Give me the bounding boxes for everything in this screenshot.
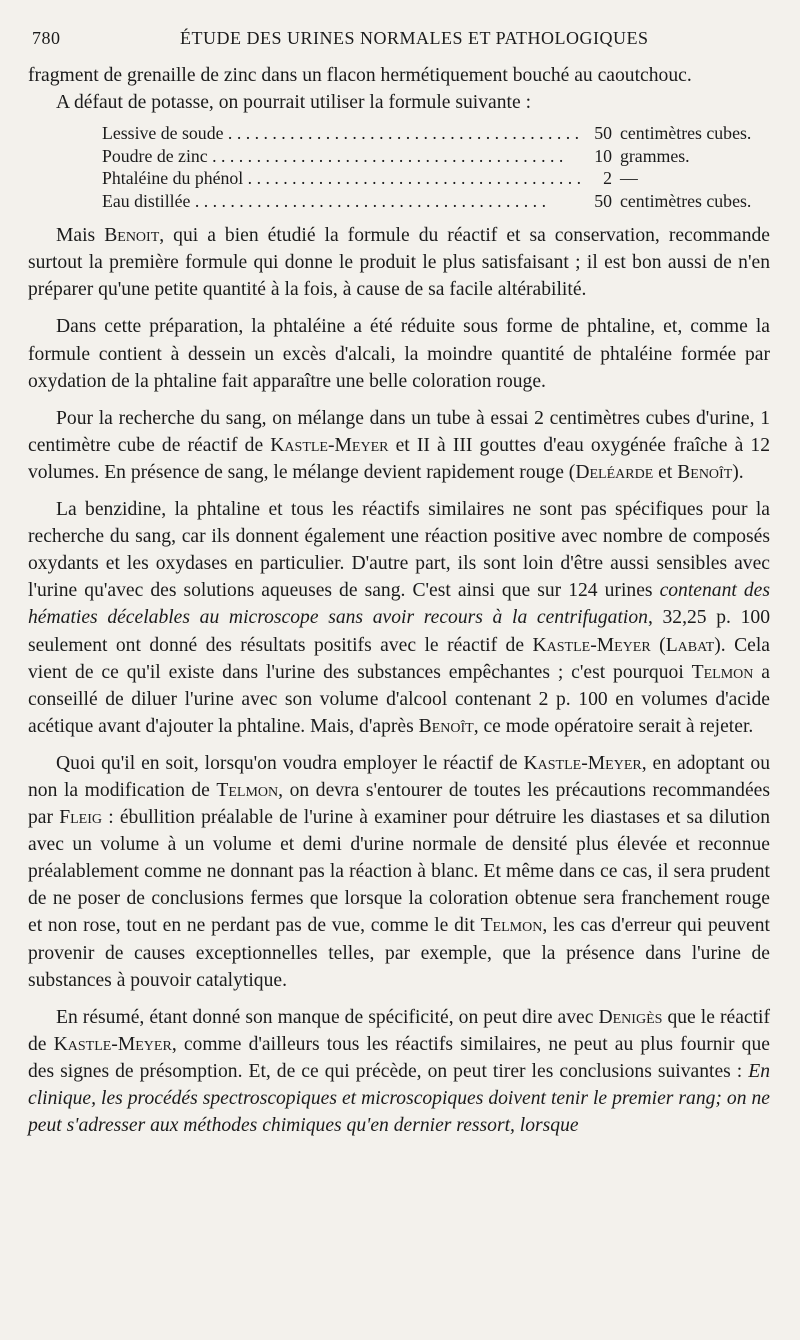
ingredient-quantity: 50 <box>594 190 612 211</box>
paragraph-6: La benzidine, la phtaline et tous les réactifs similaires ne sont pas spécifiques pour la recherche du sang, car ils donnent également une réaction positive avec nombre de composés oxydants et les oxydases en particulier. D'autre part, ils sont loin d'être aussi sensibles avec l'urine qu'avec des solutions aqueuses de sang. C'est ainsi que sur 124 urines contenant des hématies décelables au microscope sans avoir recours à la centrifugation, 32,25 p. 100 seulement ont donné des résultats positifs avec le réactif de Kastle-Meyer (Labat). Cela vient de ce qu'il existe dans l'urine des substances empêchantes ; c'est pourquoi Telmon a conseillé de diluer l'urine avec son volume d'alcool contenant 2 p. 100 en volumes d'acide acétique avant d'ajouter la phtaline. Mais, d'après Benoît, ce mode opératoire serait à rejeter. <box>28 499 771 737</box>
recipe-row <box>102 145 770 168</box>
author-name: Telmon <box>691 661 754 683</box>
recipe-row <box>102 122 770 145</box>
reagent-name: Kastle-Meyer <box>532 634 651 656</box>
recipe-row <box>102 167 770 190</box>
paragraph-8: En résumé, étant donné son manque de spécificité, on peut dire avec Denigès que le réactif de Kastle-Meyer, comme d'ailleurs tous les réactifs similaires, ne peut au plus fournir que des signes de présomption. Et, de ce qui précède, on peut tirer les conclusions suivantes : En clinique, les procédés spectroscopiques et microscopiques doivent tenir le premier rang; on ne peut s'adresser aux méthodes chimiques qu'en dernier ressort, lorsque <box>28 1006 770 1137</box>
body-text <box>28 62 770 1139</box>
ingredient-quantity: 10 <box>594 145 612 166</box>
author-name: Deléarde <box>575 461 654 483</box>
paragraph-4: Dans cette préparation, la phtaléine a été réduite sous forme de phtaline, et, comme la formule contient à dessein un excès d'alcali, la moindre quantité de phtaléine formée par oxydation de la phtaline fait apparaître une belle coloration rouge. <box>28 316 770 392</box>
ingredient-name: Poudre de zinc . . . <box>102 145 582 168</box>
paragraph-2: A défaut de potasse, on pourrait utiliser la formule suivante : <box>56 92 532 114</box>
paragraph-5: Pour la recherche du sang, on mélange dans un tube à essai 2 centimètres cubes d'urine, 1 centimètre cube de réactif de Kastle-Meyer et II à III gouttes d'eau oxygénée fraîche à 12 volumes. En présence de sang, le mélange devient rapidement rouge (Deléarde et Benoît). <box>28 407 770 483</box>
ingredient-name: Lessive de soude . . . <box>102 122 582 145</box>
author-name: Benoît <box>418 715 474 737</box>
ingredient-name: Phtaléine du phénol . . . <box>102 167 582 190</box>
author-name: Labat <box>665 634 715 656</box>
ingredient-unit: centimètres cubes. <box>620 123 752 144</box>
running-title: ÉTUDE DES URINES NORMALES ET PATHOLOGIQUES <box>180 28 649 48</box>
ingredient-quantity: 50 <box>594 123 612 144</box>
paragraph-7: Quoi qu'il en soit, lorsqu'on voudra employer le réactif de Kastle-Meyer, en adoptant ou non la modification de Telmon, on devra s'entourer de toutes les précautions recommandées par Fleig : ébullition préalable de l'urine à examiner pour détruire les diastases et sa dilution avec un volume à un volume et demi d'urine normale de densité plus élevée et reconnue préalablement comme ne donnant pas la réaction à blanc. Et même dans ce cas, il sera prudent de ne poser de conclusions fermes que lorsque la coloration obtenue sera franchement rouge et non rose, tout en ne perdant pas de vue, comme le dit Telmon, les cas d'erreur qui peuvent provenir de causes exceptionnelles telles, par exemple, que la présence dans l'urine de substances à pouvoir catalytique. <box>28 752 771 991</box>
recipe-list <box>28 122 770 212</box>
reagent-name: Kastle-Meyer <box>523 752 642 774</box>
reagent-name: Kastle-Meyer <box>270 434 389 456</box>
author-name: Fleig <box>59 807 102 829</box>
author-name: Benoit <box>104 225 160 247</box>
author-name: Denigès <box>598 1006 663 1028</box>
running-header <box>30 28 770 54</box>
paragraph-1: fragment de grenaille de zinc dans un flacon hermétiquement bouché au caoutchouc. <box>28 65 692 86</box>
ingredient-quantity: 2 <box>603 168 612 189</box>
page-number: 780 <box>32 28 61 48</box>
paragraph-3: Mais Benoit, qui a bien étudié la formule du réactif et sa conservation, recommande surtout la première formule qui donne le produit le plus satisfaisant ; il est bon aussi de n'en préparer qu'une petite quantité à la fois, à cause de sa facile altérabilité. <box>28 225 770 301</box>
italic-phrase: contenant des hématies décelables au microscope sans avoir recours à la centrifugation <box>28 580 770 629</box>
ingredient-unit: — <box>620 168 638 189</box>
recipe-row <box>102 190 770 213</box>
italic-conclusion: En clinique, les procédés spectroscopiques et microscopiques doivent tenir le premier rang; on ne peut s'adresser aux méthodes chimiques qu'en dernier ressort, lorsque <box>28 1060 770 1137</box>
ingredient-unit: centimètres cubes. <box>620 190 752 211</box>
ingredient-unit: grammes. <box>620 145 690 166</box>
reagent-name: Kastle-Meyer <box>53 1033 172 1055</box>
author-name: Telmon <box>216 779 279 801</box>
ingredient-name: Eau distillée . . . <box>102 190 582 213</box>
author-name: Benoît <box>677 461 733 483</box>
author-name: Telmon <box>480 915 543 937</box>
